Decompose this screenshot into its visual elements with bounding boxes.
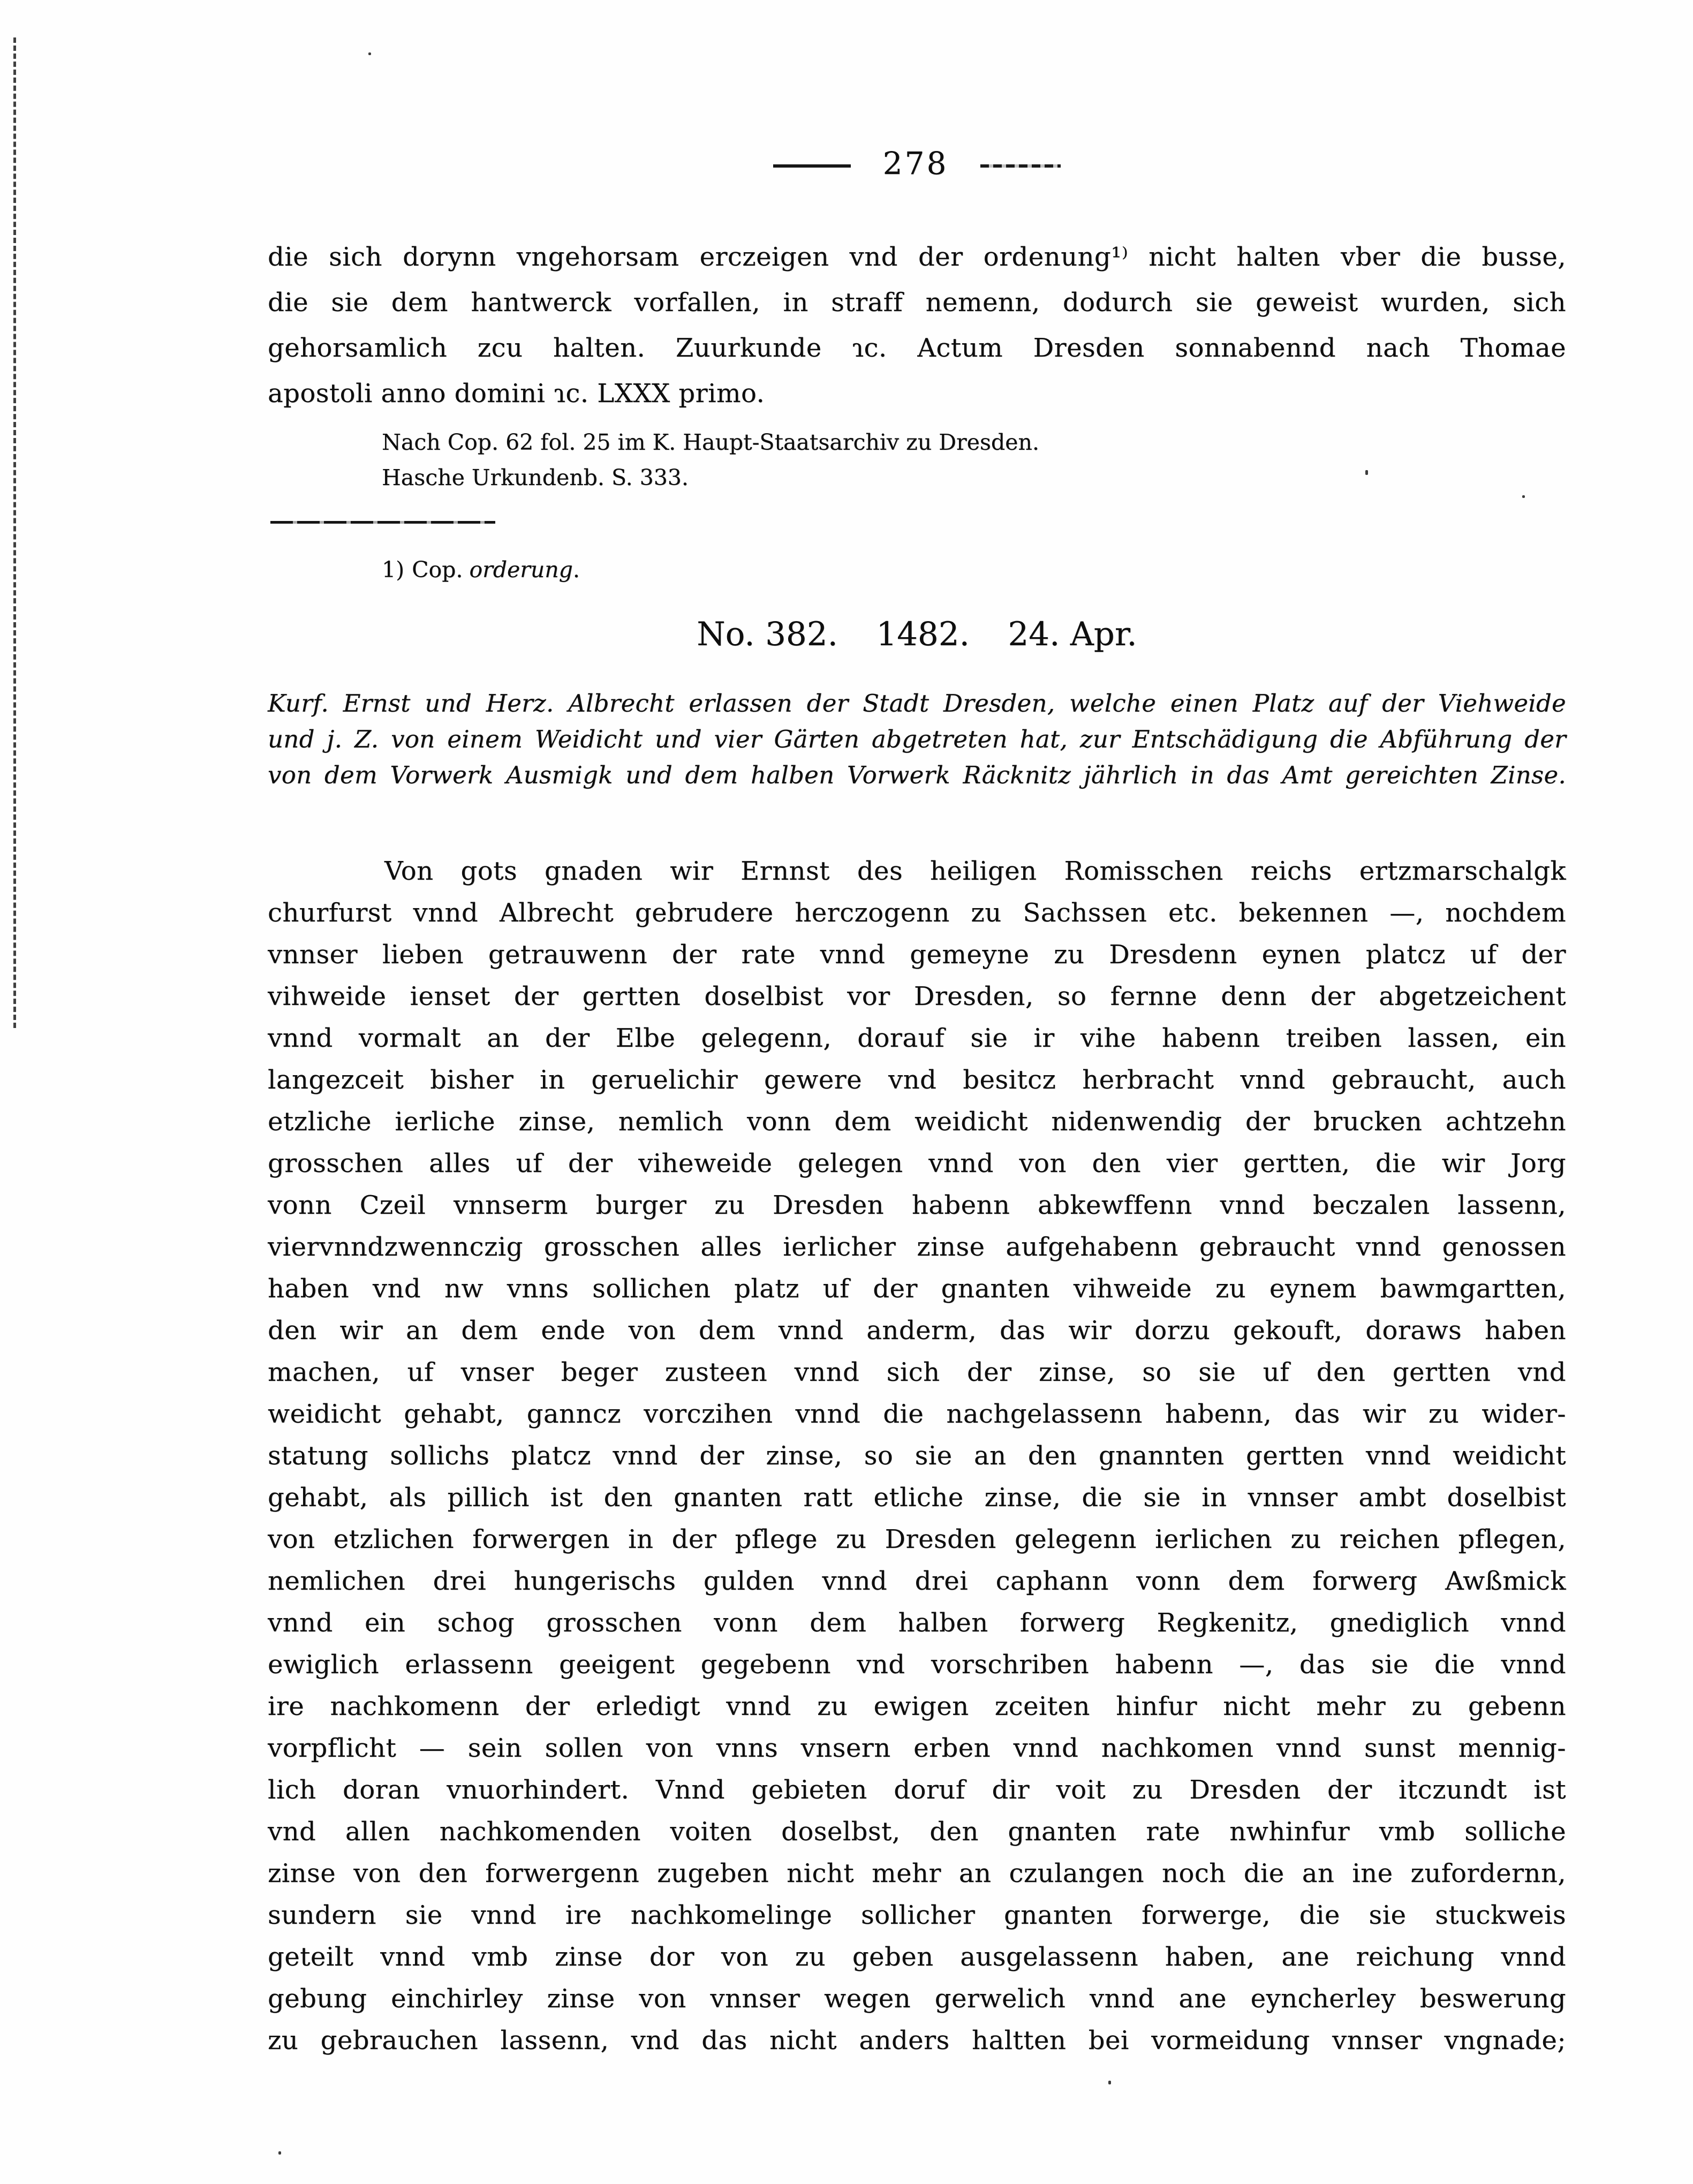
text-line: Kurf. Ernst und Herz. Albrecht erlassen der Stadt Dresden, welche einen Platz auf der Viehweide <box>268 689 1566 717</box>
entry-summary <box>268 685 1566 793</box>
text-line: grosschen alles uf der viheweide gelegen vnnd von den vier gertten, die wir Jorg <box>268 1148 1566 1178</box>
text-line: den wir an dem ende von dem vnnd anderm, das wir dorzu gekouft, doraws haben <box>268 1316 1566 1346</box>
text-line: vnnd vormalt an der Elbe gelegenn, dorauf sie ir vihe habenn treiben lassen, ein <box>268 1023 1566 1053</box>
scan-artifact-speck <box>1522 495 1525 498</box>
scan-artifact-speck <box>278 2151 281 2155</box>
footnote <box>382 556 580 584</box>
text-line: Nach Cop. 62 fol. 25 im K. Haupt-Staatsarchiv zu Dresden. <box>382 429 1039 455</box>
text-line: weidicht gehabt, ganncz vorczihen vnnd die nachgelassenn habenn, das wir zu wider- <box>268 1399 1566 1429</box>
footnote-source-abbrev: Cop. <box>412 557 463 583</box>
text-line: und j. Z. von einem Weidicht und vier Gärten abgetreten hat, zur Entschädigung die Abführung der <box>268 725 1566 753</box>
footnote-separator-rule <box>270 521 495 524</box>
scan-artifact-speck <box>1365 470 1368 475</box>
text-line: vorpflicht — sein sollen von vnns vnsern erben vnnd nachkomen vnnd sunst mennig- <box>268 1733 1566 1763</box>
text-line: gehorsamlich zcu halten. Zuurkunde ɿc. Actum Dresden sonnabennd nach Thomae <box>268 333 1566 363</box>
text-line: lich doran vnuorhindert. Vnnd gebieten doruf dir voit zu Dresden der itczundt ist <box>268 1775 1566 1805</box>
text-line: ewiglich erlassenn geeigent gegebenn vnd vorschriben habenn —, das sie die vnnd <box>268 1650 1566 1680</box>
footnote-marker: 1) <box>382 557 405 583</box>
text-line: die sie dem hantwerck vorfallen, in straff nemenn, dodurch sie geweist wurden, sich <box>268 288 1566 318</box>
entry-number: No. 382. <box>697 615 838 653</box>
text-line: ire nachkomenn der erledigt vnnd zu ewigen zceiten hinfur nicht mehr zu gebenn <box>268 1691 1566 1721</box>
text-line: vnnd ein schog grosschen vonn dem halben forwerg Regkenitz, gnediglich vnnd <box>268 1608 1566 1638</box>
text-line: gehabt, als pillich ist den gnanten ratt etliche zinse, die sie in vnnser ambt doselbist <box>268 1483 1566 1513</box>
text-line: machen, uf vnser beger zusteen vnnd sich der zinse, so sie uf den gertten vnd <box>268 1357 1566 1387</box>
text-line: vihweide ienset der gertten doselbist vor Dresden, so fernne denn der abgetzeichent <box>268 981 1566 1011</box>
text-line: von dem Vorwerk Ausmigk und dem halben Vorwerk Räcknitz jährlich in das Amt gereichten Zinse. <box>268 761 1566 789</box>
entry-date: 24. Apr. <box>1008 615 1137 653</box>
page-number: 278 <box>882 145 949 182</box>
scan-artifact-speck <box>368 52 371 55</box>
footnote-variant-reading: orderung <box>469 557 573 583</box>
text-line: statung sollichs platcz vnnd der zinse, so sie an den gnannten gertten vnnd weidicht <box>268 1441 1566 1471</box>
text-line: Hasche Urkundenb. S. 333. <box>382 465 689 490</box>
page-header <box>268 145 1566 182</box>
text-line: vnd allen nachkomenden voiten doselbst, den gnanten rate nwhinfur vmb solliche <box>268 1817 1566 1847</box>
text-line: apostoli anno domini ɿc. LXXX primo. <box>268 379 765 409</box>
entry-year: 1482. <box>876 615 970 653</box>
text-line: nemlichen drei hungerischs gulden vnnd drei caphann vonn dem forwerg Awßmick <box>268 1566 1566 1596</box>
text-line: sundern sie vnnd ire nachkomelinge sollicher gnanten forwerge, die sie stuckweis <box>268 1900 1566 1930</box>
text-line: churfurst vnnd Albrecht gebrudere herczogenn zu Sachssen etc. bekennen —, nochdem <box>268 898 1566 928</box>
scan-artifact-speck <box>1108 2081 1111 2084</box>
header-rule-right <box>980 164 1061 168</box>
text-line: zinse von den forwergenn zugeben nicht mehr an czulangen noch die an ine zufordernn, <box>268 1858 1566 1888</box>
text-line: geteilt vnnd vmb zinse dor von zu geben ausgelassenn haben, ane reichung vnnd <box>268 1942 1566 1972</box>
source-note <box>382 425 1039 495</box>
text-line: haben vnd nw vnns sollichen platz uf der gnanten vihweide zu eynem bawmgartten, <box>268 1274 1566 1304</box>
text-line: gebung einchirley zinse von vnnser wegen gerwelich vnnd ane eyncherley beswerung <box>268 1984 1566 2014</box>
scan-artifact-left-edge <box>13 37 16 1028</box>
text-line: etzliche ierliche zinse, nemlich vonn dem weidicht nidenwendig der brucken achtzehn <box>268 1107 1566 1137</box>
text-line: viervnndzwennczig grosschen alles ierlicher zinse aufgehabenn gebraucht vnnd genossen <box>268 1232 1566 1262</box>
entry-heading <box>268 615 1566 654</box>
text-line: langezceit bisher in geruelichir gewere vnd besitcz herbracht vnnd gebraucht, auch <box>268 1065 1566 1095</box>
text-line: von etzlichen forwergen in der pflege zu Dresden gelegenn ierlichen zu reichen pflegen, <box>268 1524 1566 1554</box>
text-line: zu gebrauchen lassenn, vnd das nicht anders haltten bei vormeidung vnnser vngnade; <box>268 2026 1566 2055</box>
text-line: die sich dorynn vngehorsam erczeigen vnd der ordenung¹⁾ nicht halten vber die busse, <box>268 242 1566 272</box>
entry-body <box>268 850 1566 2061</box>
text-line: vonn Czeil vnnserm burger zu Dresden habenn abkewffenn vnnd beczalen lassenn, <box>268 1190 1566 1220</box>
text-line: vnnser lieben getrauwenn der rate vnnd gemeyne zu Dresdenn eynen platcz uf der <box>268 940 1566 970</box>
header-rule-left <box>773 164 851 168</box>
footnote-period: . <box>572 557 580 583</box>
continuation-paragraph <box>268 235 1566 417</box>
text-line: Von gots gnaden wir Ernnst des heiligen Romisschen reichs ertzmarschalgk <box>384 856 1566 886</box>
